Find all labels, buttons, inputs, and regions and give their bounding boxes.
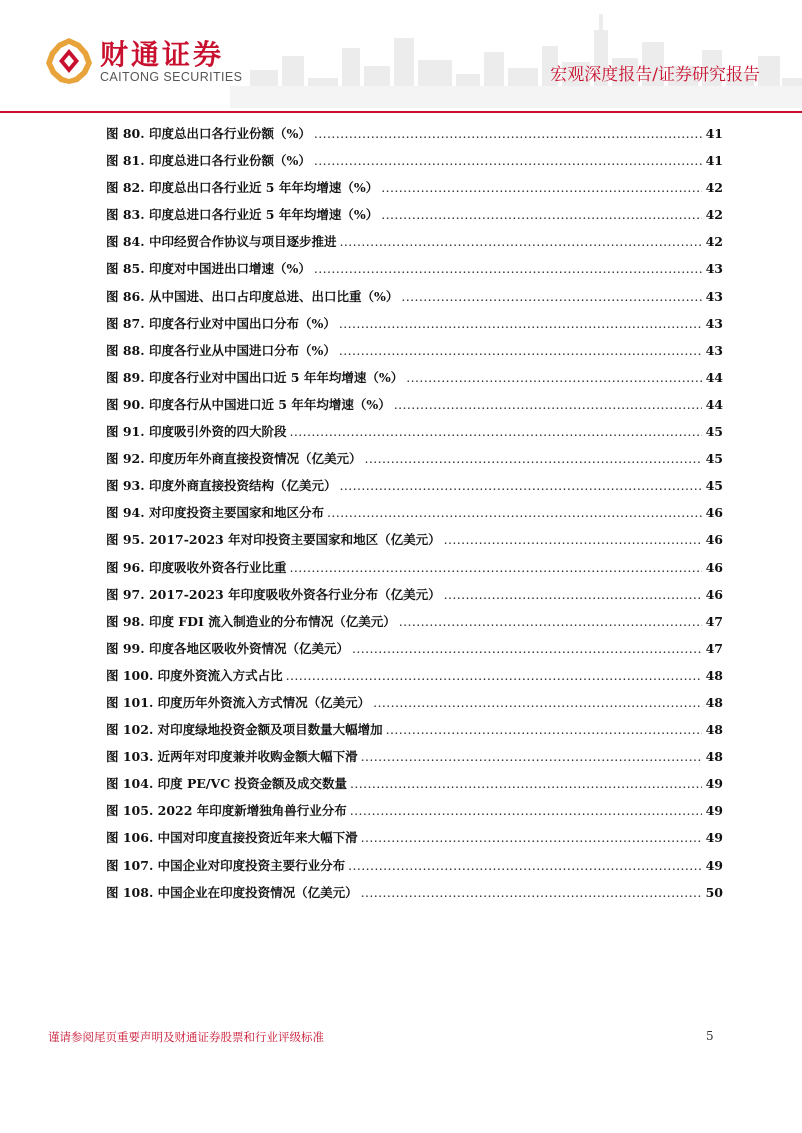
toc-leader-dots — [350, 803, 702, 818]
toc-entry-label: 图 106. 中国对印度直接投资近年来大幅下滑 — [106, 830, 358, 846]
toc-leader-dots — [444, 587, 702, 602]
toc-leader-dots — [361, 749, 702, 764]
toc-leader-dots — [289, 424, 702, 439]
toc-entry-page: 45 — [705, 451, 723, 467]
toc-entry[interactable] — [106, 856, 723, 883]
toc-entry[interactable] — [106, 530, 723, 557]
figure-index-list — [106, 124, 723, 910]
toc-entry-page: 48 — [705, 694, 723, 710]
toc-entry[interactable] — [106, 368, 723, 395]
toc-entry-page: 49 — [705, 803, 723, 819]
toc-entry-page: 46 — [705, 586, 723, 602]
toc-leader-dots — [394, 397, 702, 412]
toc-leader-dots — [314, 261, 702, 276]
toc-entry[interactable] — [106, 747, 723, 774]
toc-leader-dots — [361, 885, 702, 900]
brand-name-en: CAITONG SECURITIES — [100, 70, 243, 84]
toc-entry-label: 图 100. 印度外资流入方式占比 — [106, 667, 283, 683]
toc-entry-page: 49 — [705, 776, 723, 792]
report-type-label: 宏观深度报告/证券研究报告 — [550, 65, 760, 85]
toc-entry[interactable] — [106, 774, 723, 801]
toc-entry-page: 50 — [705, 884, 723, 900]
toc-entry[interactable] — [106, 422, 723, 449]
toc-entry-label: 图 101. 印度历年外资流入方式情况（亿美元） — [106, 694, 371, 710]
toc-entry[interactable] — [106, 449, 723, 476]
toc-entry[interactable] — [106, 232, 723, 259]
toc-entry-page: 42 — [705, 180, 723, 196]
toc-entry-page: 45 — [705, 424, 723, 440]
toc-entry[interactable] — [106, 178, 723, 205]
toc-entry-label: 图 104. 印度 PE/VC 投资金额及成交数量 — [106, 776, 347, 792]
toc-entry[interactable] — [106, 341, 723, 368]
toc-entry[interactable] — [106, 585, 723, 612]
toc-leader-dots — [399, 614, 702, 629]
toc-leader-dots — [361, 830, 702, 845]
toc-entry[interactable] — [106, 828, 723, 855]
toc-leader-dots — [364, 451, 702, 466]
toc-entry[interactable] — [106, 476, 723, 503]
toc-entry-page: 44 — [705, 396, 723, 412]
caitong-logo-icon — [45, 37, 93, 85]
toc-leader-dots — [373, 695, 702, 710]
toc-entry[interactable] — [106, 801, 723, 828]
toc-entry-page: 41 — [705, 153, 723, 169]
toc-entry-label: 图 102. 对印度绿地投资金额及项目数量大幅增加 — [106, 722, 383, 738]
toc-leader-dots — [381, 207, 702, 222]
toc-entry-page: 46 — [705, 532, 723, 548]
toc-entry-page: 46 — [705, 559, 723, 575]
toc-leader-dots — [286, 668, 702, 683]
toc-entry-page: 47 — [705, 640, 723, 656]
toc-entry-label: 图 80. 印度总出口各行业份额（%） — [106, 126, 311, 141]
toc-entry-page: 41 — [705, 126, 723, 141]
toc-entry-page: 43 — [705, 288, 723, 304]
toc-entry-page: 49 — [705, 857, 723, 873]
toc-entry[interactable] — [106, 612, 723, 639]
toc-entry[interactable] — [106, 151, 723, 178]
toc-leader-dots — [401, 289, 702, 304]
toc-leader-dots — [339, 234, 702, 249]
toc-entry[interactable] — [106, 259, 723, 286]
toc-leader-dots — [314, 126, 702, 141]
header-divider — [0, 111, 802, 113]
toc-leader-dots — [339, 316, 702, 331]
toc-entry-page: 48 — [705, 667, 723, 683]
toc-entry-label: 图 95. 2017-2023 年对印投资主要国家和地区（亿美元） — [106, 532, 441, 548]
toc-entry-label: 图 97. 2017-2023 年印度吸收外资各行业分布（亿美元） — [106, 586, 441, 602]
toc-entry[interactable] — [106, 639, 723, 666]
city-skyline-graphic — [230, 8, 802, 108]
toc-entry-page: 48 — [705, 722, 723, 738]
toc-entry-label: 图 98. 印度 FDI 流入制造业的分布情况（亿美元） — [106, 613, 396, 629]
toc-entry-label: 图 99. 印度各地区吸收外资情况（亿美元） — [106, 640, 349, 656]
toc-entry[interactable] — [106, 666, 723, 693]
toc-entry-label: 图 81. 印度总进口各行业份额（%） — [106, 153, 311, 169]
toc-leader-dots — [386, 722, 702, 737]
toc-entry[interactable] — [106, 558, 723, 585]
brand-name-cn: 财通证券 — [100, 38, 225, 71]
toc-entry-label: 图 87. 印度各行业对中国出口分布（%） — [106, 315, 336, 331]
footer-disclaimer: 谨请参阅尾页重要声明及财通证券股票和行业评级标准 — [48, 1030, 324, 1044]
toc-entry-label: 图 89. 印度各行业对中国出口近 5 年年均增速（%） — [106, 369, 404, 385]
toc-entry[interactable] — [106, 314, 723, 341]
toc-entry-page: 47 — [705, 613, 723, 629]
toc-entry-page: 42 — [705, 207, 723, 223]
toc-entry-page: 48 — [705, 749, 723, 765]
toc-entry-label: 图 82. 印度总出口各行业近 5 年年均增速（%） — [106, 180, 379, 196]
toc-entry[interactable] — [106, 503, 723, 530]
toc-entry-label: 图 91. 印度吸引外资的四大阶段 — [106, 424, 287, 440]
toc-entry[interactable] — [106, 720, 723, 747]
toc-leader-dots — [339, 478, 702, 493]
toc-entry-label: 图 105. 2022 年印度新增独角兽行业分布 — [106, 803, 347, 819]
toc-entry-page: 44 — [705, 369, 723, 385]
toc-entry-page: 46 — [705, 505, 723, 521]
toc-entry-label: 图 103. 近两年对印度兼并收购金额大幅下滑 — [106, 749, 358, 765]
toc-entry-label: 图 85. 印度对中国进出口增速（%） — [106, 261, 311, 277]
toc-leader-dots — [444, 532, 702, 547]
toc-entry-page: 42 — [705, 234, 723, 250]
toc-entry[interactable] — [106, 395, 723, 422]
toc-entry-label: 图 83. 印度总进口各行业近 5 年年均增速（%） — [106, 207, 379, 223]
toc-entry[interactable] — [106, 124, 723, 151]
toc-entry-label: 图 94. 对印度投资主要国家和地区分布 — [106, 505, 324, 521]
toc-entry-page: 49 — [705, 830, 723, 846]
toc-entry[interactable] — [106, 883, 723, 910]
toc-entry-page: 45 — [705, 478, 723, 494]
toc-entry-label: 图 88. 印度各行业从中国进口分布（%） — [106, 342, 336, 358]
toc-leader-dots — [327, 505, 702, 520]
toc-leader-dots — [289, 560, 702, 575]
page-header — [0, 0, 802, 112]
toc-leader-dots — [314, 153, 702, 168]
page-number: 5 — [706, 1029, 714, 1043]
toc-entry-page: 43 — [705, 261, 723, 277]
toc-leader-dots — [381, 180, 702, 195]
toc-entry-page: 43 — [705, 342, 723, 358]
toc-leader-dots — [350, 776, 702, 791]
toc-entry[interactable] — [106, 693, 723, 720]
toc-entry-label: 图 86. 从中国进、出口占印度总进、出口比重（%） — [106, 288, 399, 304]
toc-entry-page: 43 — [705, 315, 723, 331]
toc-entry-label: 图 93. 印度外商直接投资结构（亿美元） — [106, 478, 337, 494]
toc-leader-dots — [339, 343, 702, 358]
toc-leader-dots — [406, 370, 702, 385]
toc-entry[interactable] — [106, 287, 723, 314]
toc-leader-dots — [348, 858, 702, 873]
toc-entry-label: 图 90. 印度各行从中国进口近 5 年年均增速（%） — [106, 396, 391, 412]
toc-entry-label: 图 107. 中国企业对印度投资主要行业分布 — [106, 857, 346, 873]
toc-entry[interactable] — [106, 205, 723, 232]
toc-entry-label: 图 92. 印度历年外商直接投资情况（亿美元） — [106, 451, 362, 467]
toc-entry-label: 图 96. 印度吸收外资各行业比重 — [106, 559, 287, 575]
toc-entry-label: 图 84. 中印经贸合作协议与项目逐步推进 — [106, 234, 337, 250]
toc-entry-label: 图 108. 中国企业在印度投资情况（亿美元） — [106, 884, 358, 900]
toc-leader-dots — [352, 641, 702, 656]
